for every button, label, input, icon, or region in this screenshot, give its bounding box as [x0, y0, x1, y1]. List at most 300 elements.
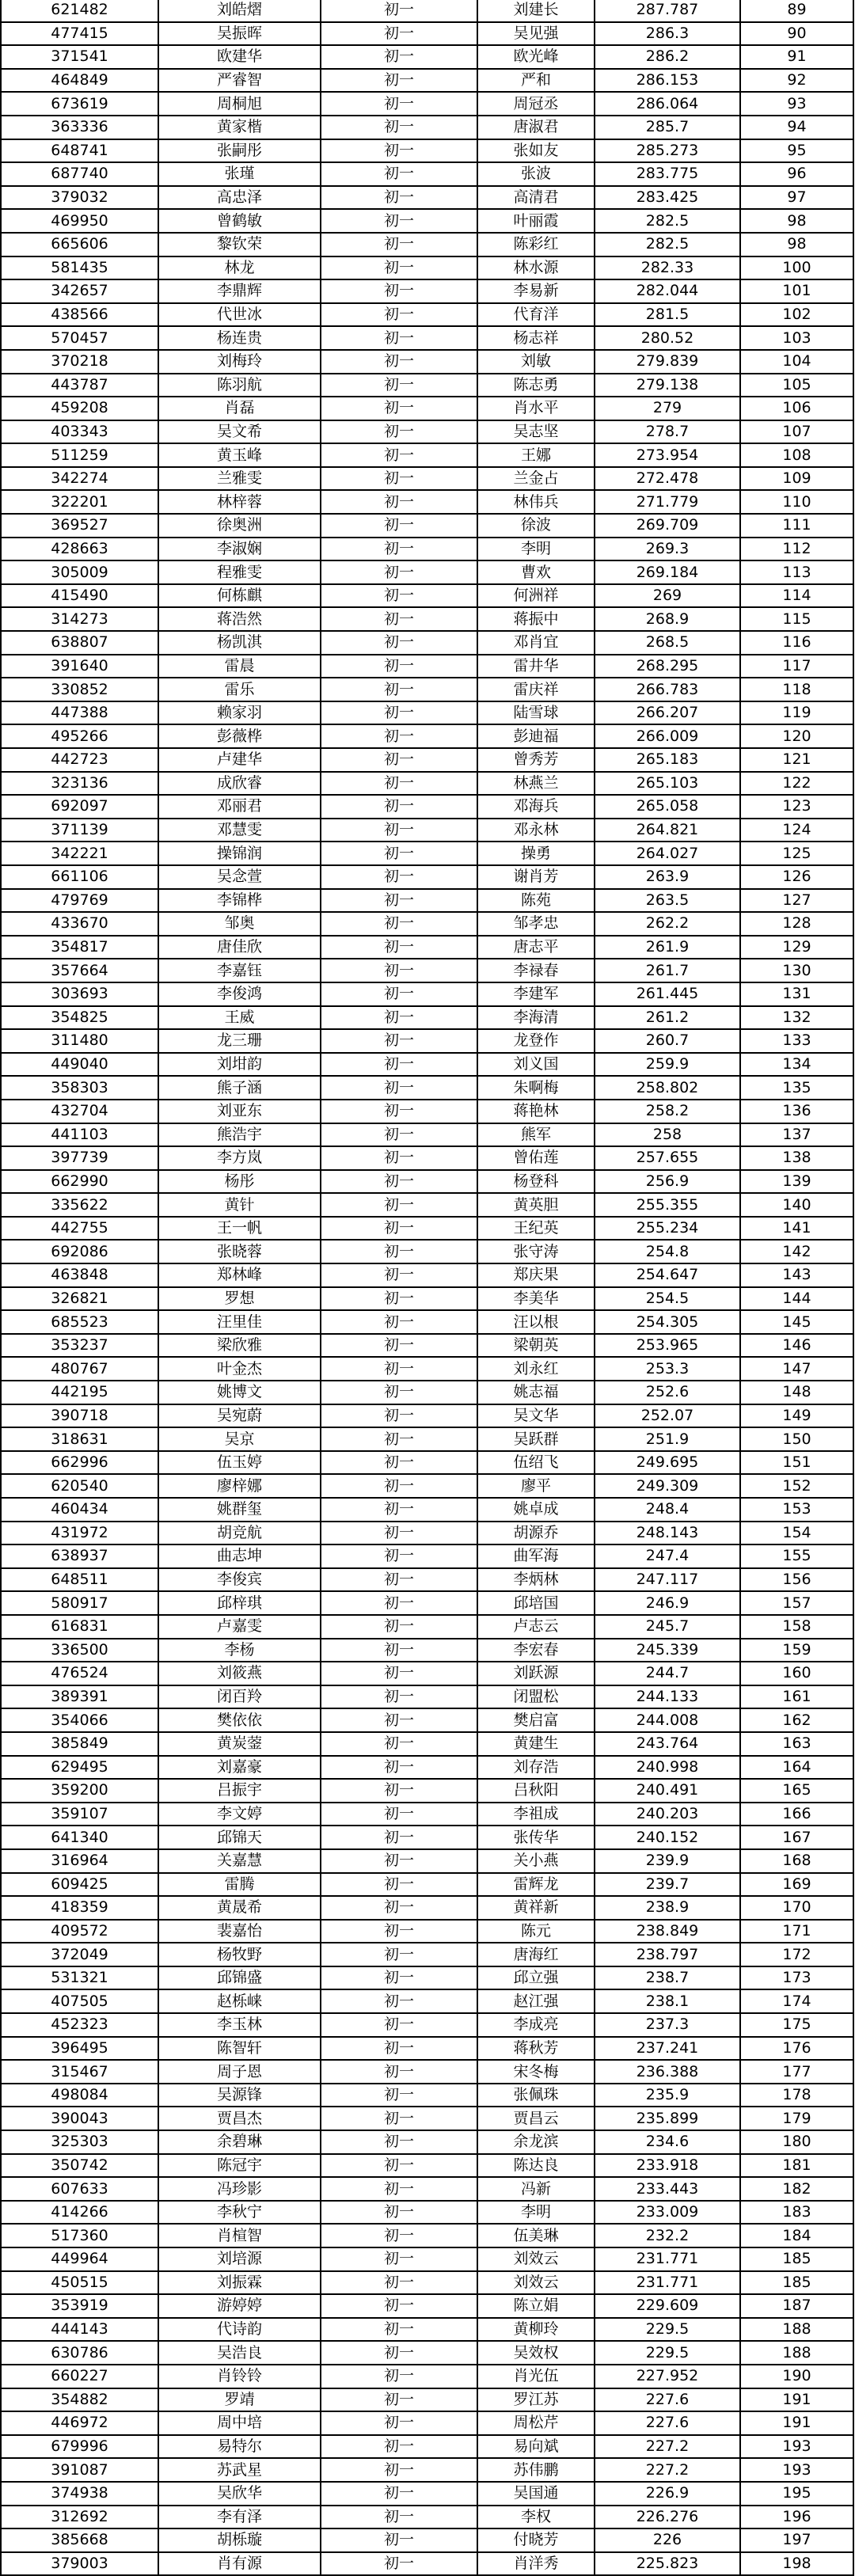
grade-cell: 初一 — [321, 1263, 477, 1287]
parent-name-cell: 唐淑君 — [477, 116, 595, 139]
table-row — [1, 795, 853, 819]
table-row — [1, 772, 853, 796]
rank-cell: 197 — [740, 2529, 853, 2552]
table-row — [1, 2529, 853, 2552]
grade-cell: 初一 — [321, 607, 477, 631]
student-name-cell: 吴欣华 — [158, 2482, 321, 2506]
rank-cell: 175 — [740, 2013, 853, 2037]
parent-name-cell: 张佩珠 — [477, 2084, 595, 2107]
parent-name-cell: 陈立娟 — [477, 2294, 595, 2318]
grade-cell: 初一 — [321, 1943, 477, 1966]
table-row — [1, 1568, 853, 1592]
rank-cell: 122 — [740, 772, 853, 796]
student-name-cell: 陈智轩 — [158, 2037, 321, 2061]
score-cell: 236.388 — [595, 2060, 740, 2084]
parent-name-cell: 邓永林 — [477, 819, 595, 842]
table-row — [1, 45, 853, 69]
score-cell: 233.009 — [595, 2201, 740, 2225]
grade-cell: 初一 — [321, 1756, 477, 1780]
parent-name-cell: 黄英胆 — [477, 1193, 595, 1217]
table-row — [1, 1615, 853, 1639]
student-name-cell: 周子恩 — [158, 2060, 321, 2084]
student-name-cell: 杨连贵 — [158, 326, 321, 350]
score-cell: 255.234 — [595, 1217, 740, 1241]
parent-name-cell: 蒋秋芳 — [477, 2037, 595, 2061]
table-row — [1, 1989, 853, 2013]
table-row — [1, 2037, 853, 2061]
parent-name-cell: 刘敏 — [477, 350, 595, 374]
rank-cell: 160 — [740, 1662, 853, 1685]
table-row — [1, 2506, 853, 2529]
table-row — [1, 2201, 853, 2225]
rank-cell: 132 — [740, 1006, 853, 1030]
student-id-cell: 517360 — [1, 2224, 158, 2247]
parent-name-cell: 张传华 — [477, 1826, 595, 1849]
rank-cell: 112 — [740, 538, 853, 561]
grade-cell: 初一 — [321, 1451, 477, 1475]
student-id-cell: 428663 — [1, 538, 158, 561]
table-row — [1, 2154, 853, 2178]
score-cell: 240.491 — [595, 1779, 740, 1803]
rank-cell: 116 — [740, 631, 853, 655]
grade-cell: 初一 — [321, 303, 477, 327]
student-id-cell: 354066 — [1, 1708, 158, 1732]
grade-cell: 初一 — [321, 2294, 477, 2318]
student-id-cell: 330852 — [1, 678, 158, 701]
grade-cell: 初一 — [321, 655, 477, 678]
score-cell: 285.7 — [595, 116, 740, 139]
score-cell: 240.152 — [595, 1826, 740, 1849]
student-name-cell: 何栋麒 — [158, 584, 321, 608]
student-id-cell: 662996 — [1, 1451, 158, 1475]
parent-name-cell: 关小燕 — [477, 1849, 595, 1873]
student-name-cell: 吴念萱 — [158, 865, 321, 889]
student-name-cell: 肖楦智 — [158, 2224, 321, 2247]
table-row — [1, 1522, 853, 1545]
grade-cell: 初一 — [321, 2318, 477, 2342]
table-row — [1, 865, 853, 889]
score-cell: 263.5 — [595, 889, 740, 913]
rank-cell: 179 — [740, 2107, 853, 2130]
rank-cell: 96 — [740, 162, 853, 186]
parent-name-cell: 吴跃群 — [477, 1427, 595, 1451]
table-row — [1, 139, 853, 163]
student-name-cell: 廖梓娜 — [158, 1474, 321, 1498]
student-id-cell: 342274 — [1, 467, 158, 491]
parent-name-cell: 姚卓成 — [477, 1498, 595, 1522]
parent-name-cell: 张守涛 — [477, 1240, 595, 1263]
table-row — [1, 842, 853, 865]
grade-cell: 初一 — [321, 1357, 477, 1381]
parent-name-cell: 唐志平 — [477, 936, 595, 959]
score-cell: 271.779 — [595, 490, 740, 514]
table-row — [1, 912, 853, 936]
grade-cell: 初一 — [321, 2013, 477, 2037]
parent-name-cell: 闭盟松 — [477, 1685, 595, 1709]
grade-cell: 初一 — [321, 1966, 477, 1990]
score-cell: 265.183 — [595, 748, 740, 772]
rank-cell: 118 — [740, 678, 853, 701]
parent-name-cell: 周冠丞 — [477, 92, 595, 116]
rank-cell: 113 — [740, 560, 853, 584]
score-cell: 266.783 — [595, 678, 740, 701]
parent-name-cell: 王娜 — [477, 443, 595, 467]
parent-name-cell: 严和 — [477, 69, 595, 93]
student-name-cell: 吴文希 — [158, 420, 321, 444]
grade-cell: 初一 — [321, 2458, 477, 2482]
parent-name-cell: 操勇 — [477, 842, 595, 865]
parent-name-cell: 李明 — [477, 538, 595, 561]
parent-name-cell: 蒋振中 — [477, 607, 595, 631]
parent-name-cell: 贾昌云 — [477, 2107, 595, 2130]
rank-cell: 193 — [740, 2435, 853, 2459]
table-row — [1, 724, 853, 748]
student-name-cell: 欧建华 — [158, 45, 321, 69]
score-cell: 251.9 — [595, 1427, 740, 1451]
score-cell: 227.952 — [595, 2365, 740, 2388]
student-id-cell: 469950 — [1, 209, 158, 233]
grade-cell: 初一 — [321, 1076, 477, 1100]
parent-name-cell: 吴国通 — [477, 2482, 595, 2506]
parent-name-cell: 樊启富 — [477, 1708, 595, 1732]
parent-name-cell: 陈志勇 — [477, 374, 595, 397]
grade-cell: 初一 — [321, 2177, 477, 2201]
student-name-cell: 邓丽君 — [158, 795, 321, 819]
grade-cell: 初一 — [321, 1920, 477, 1943]
student-id-cell: 479769 — [1, 889, 158, 913]
student-name-cell: 林龙 — [158, 256, 321, 280]
score-cell: 240.998 — [595, 1756, 740, 1780]
grade-cell: 初一 — [321, 1568, 477, 1592]
table-row — [1, 1544, 853, 1568]
parent-name-cell: 姚志福 — [477, 1381, 595, 1404]
student-name-cell: 李杨 — [158, 1639, 321, 1662]
grade-cell: 初一 — [321, 116, 477, 139]
table-row — [1, 748, 853, 772]
student-id-cell: 370218 — [1, 350, 158, 374]
score-cell: 283.775 — [595, 162, 740, 186]
rank-cell: 90 — [740, 22, 853, 46]
student-name-cell: 卢建华 — [158, 748, 321, 772]
score-cell: 243.764 — [595, 1732, 740, 1756]
rank-cell: 155 — [740, 1544, 853, 1568]
rank-cell: 134 — [740, 1053, 853, 1077]
table-row — [1, 2458, 853, 2482]
student-name-cell: 伍玉婷 — [158, 1451, 321, 1475]
student-id-cell: 476524 — [1, 1662, 158, 1685]
grade-cell: 初一 — [321, 584, 477, 608]
student-id-cell: 687740 — [1, 162, 158, 186]
grade-cell: 初一 — [321, 1591, 477, 1615]
student-name-cell: 杨牧野 — [158, 1943, 321, 1966]
score-cell: 238.849 — [595, 1920, 740, 1943]
grade-cell: 初一 — [321, 1708, 477, 1732]
table-row — [1, 1498, 853, 1522]
student-name-cell: 汪里佳 — [158, 1310, 321, 1334]
rank-cell: 171 — [740, 1920, 853, 1943]
student-id-cell: 418359 — [1, 1896, 158, 1920]
student-name-cell: 邹奥 — [158, 912, 321, 936]
rank-cell: 97 — [740, 186, 853, 210]
student-id-cell: 464849 — [1, 69, 158, 93]
score-cell: 282.5 — [595, 209, 740, 233]
grade-cell: 初一 — [321, 420, 477, 444]
grade-cell: 初一 — [321, 748, 477, 772]
score-cell: 249.695 — [595, 1451, 740, 1475]
student-name-cell: 黄家楷 — [158, 116, 321, 139]
student-id-cell: 480767 — [1, 1357, 158, 1381]
table-row — [1, 2435, 853, 2459]
parent-name-cell: 李宏春 — [477, 1639, 595, 1662]
rank-cell: 167 — [740, 1826, 853, 1849]
student-id-cell: 692097 — [1, 795, 158, 819]
student-id-cell: 371541 — [1, 45, 158, 69]
student-name-cell: 李嘉钰 — [158, 959, 321, 982]
table-row — [1, 1591, 853, 1615]
table-row — [1, 233, 853, 256]
parent-name-cell: 吴文华 — [477, 1404, 595, 1428]
grade-cell: 初一 — [321, 279, 477, 303]
parent-name-cell: 罗江苏 — [477, 2388, 595, 2412]
student-name-cell: 杨凯淇 — [158, 631, 321, 655]
grade-cell: 初一 — [321, 631, 477, 655]
rank-cell: 124 — [740, 819, 853, 842]
student-name-cell: 雷晨 — [158, 655, 321, 678]
rank-cell: 115 — [740, 607, 853, 631]
score-cell: 238.1 — [595, 1989, 740, 2013]
student-id-cell: 322201 — [1, 490, 158, 514]
rank-cell: 120 — [740, 724, 853, 748]
grade-cell: 初一 — [321, 186, 477, 210]
table-row — [1, 701, 853, 725]
parent-name-cell: 唐海红 — [477, 1943, 595, 1966]
rank-cell: 123 — [740, 795, 853, 819]
student-name-cell: 张嗣彤 — [158, 139, 321, 163]
student-id-cell: 673619 — [1, 92, 158, 116]
grade-cell: 初一 — [321, 2435, 477, 2459]
grade-cell: 初一 — [321, 1522, 477, 1545]
grade-cell: 初一 — [321, 1474, 477, 1498]
student-id-cell: 396495 — [1, 2037, 158, 2061]
parent-name-cell: 李明 — [477, 2201, 595, 2225]
table-row — [1, 2107, 853, 2130]
rank-cell: 106 — [740, 397, 853, 420]
rank-cell: 98 — [740, 209, 853, 233]
grade-cell: 初一 — [321, 1100, 477, 1123]
table-row — [1, 279, 853, 303]
grade-cell: 初一 — [321, 45, 477, 69]
table-row — [1, 584, 853, 608]
rank-cell: 130 — [740, 959, 853, 982]
parent-name-cell: 邓海兵 — [477, 795, 595, 819]
grade-cell: 初一 — [321, 92, 477, 116]
student-name-cell: 蒋浩然 — [158, 607, 321, 631]
student-id-cell: 442755 — [1, 1217, 158, 1241]
parent-name-cell: 刘跃源 — [477, 1662, 595, 1685]
rank-cell: 95 — [740, 139, 853, 163]
table-row — [1, 631, 853, 655]
table-row — [1, 1826, 853, 1849]
student-name-cell: 程雅雯 — [158, 560, 321, 584]
rank-cell: 188 — [740, 2341, 853, 2365]
parent-name-cell: 郑庆果 — [477, 1263, 595, 1287]
rank-cell: 193 — [740, 2458, 853, 2482]
score-cell: 227.6 — [595, 2411, 740, 2435]
score-cell: 238.797 — [595, 1943, 740, 1966]
student-id-cell: 648741 — [1, 139, 158, 163]
score-cell: 247.4 — [595, 1544, 740, 1568]
score-cell: 269 — [595, 584, 740, 608]
student-name-cell: 雷腾 — [158, 1873, 321, 1897]
student-id-cell: 665606 — [1, 233, 158, 256]
parent-name-cell: 朱啊梅 — [477, 1076, 595, 1100]
score-cell: 225.823 — [595, 2552, 740, 2576]
student-name-cell: 吴源锋 — [158, 2084, 321, 2107]
parent-name-cell: 李权 — [477, 2506, 595, 2529]
score-cell: 226 — [595, 2529, 740, 2552]
score-cell: 253.3 — [595, 1357, 740, 1381]
student-name-cell: 兰雅雯 — [158, 467, 321, 491]
rank-cell: 178 — [740, 2084, 853, 2107]
rank-cell: 146 — [740, 1334, 853, 1358]
score-cell: 257.655 — [595, 1146, 740, 1170]
rank-cell: 181 — [740, 2154, 853, 2178]
grade-cell: 初一 — [321, 795, 477, 819]
student-id-cell: 312692 — [1, 2506, 158, 2529]
student-name-cell: 成欣睿 — [158, 772, 321, 796]
grade-cell: 初一 — [321, 701, 477, 725]
rank-cell: 183 — [740, 2201, 853, 2225]
score-cell: 282.33 — [595, 256, 740, 280]
grade-cell: 初一 — [321, 1146, 477, 1170]
student-name-cell: 卢嘉雯 — [158, 1615, 321, 1639]
student-name-cell: 李方岚 — [158, 1146, 321, 1170]
student-id-cell: 403343 — [1, 420, 158, 444]
student-name-cell: 熊浩宇 — [158, 1123, 321, 1147]
parent-name-cell: 吴见强 — [477, 22, 595, 46]
parent-name-cell: 余龙滨 — [477, 2130, 595, 2154]
student-id-cell: 374938 — [1, 2482, 158, 2506]
score-cell: 231.771 — [595, 2271, 740, 2295]
table-row — [1, 2294, 853, 2318]
grade-cell: 初一 — [321, 959, 477, 982]
grade-cell: 初一 — [321, 1779, 477, 1803]
table-row — [1, 2388, 853, 2412]
grade-cell: 初一 — [321, 1685, 477, 1709]
grade-cell: 初一 — [321, 865, 477, 889]
grade-cell: 初一 — [321, 724, 477, 748]
grade-cell: 初一 — [321, 2130, 477, 2154]
student-id-cell: 354817 — [1, 936, 158, 959]
parent-name-cell: 雷井华 — [477, 655, 595, 678]
table-row — [1, 1873, 853, 1897]
score-cell: 286.064 — [595, 92, 740, 116]
rank-cell: 161 — [740, 1685, 853, 1709]
parent-name-cell: 宋冬梅 — [477, 2060, 595, 2084]
rank-cell: 191 — [740, 2411, 853, 2435]
parent-name-cell: 高清君 — [477, 186, 595, 210]
student-name-cell: 余碧琳 — [158, 2130, 321, 2154]
student-name-cell: 熊子涵 — [158, 1076, 321, 1100]
student-name-cell: 李锦桦 — [158, 889, 321, 913]
grade-cell: 初一 — [321, 936, 477, 959]
rank-cell: 100 — [740, 256, 853, 280]
rank-cell: 157 — [740, 1591, 853, 1615]
rank-cell: 135 — [740, 1076, 853, 1100]
table-row — [1, 2013, 853, 2037]
student-name-cell: 梁欣雅 — [158, 1334, 321, 1358]
student-id-cell: 446972 — [1, 2411, 158, 2435]
parent-name-cell: 李美华 — [477, 1287, 595, 1311]
score-cell: 286.153 — [595, 69, 740, 93]
student-name-cell: 曲志坤 — [158, 1544, 321, 1568]
score-cell: 248.4 — [595, 1498, 740, 1522]
score-cell: 269.3 — [595, 538, 740, 561]
rank-cell: 149 — [740, 1404, 853, 1428]
grade-cell: 初一 — [321, 1849, 477, 1873]
rank-cell: 172 — [740, 1943, 853, 1966]
table-row — [1, 326, 853, 350]
rank-cell: 103 — [740, 326, 853, 350]
student-name-cell: 肖磊 — [158, 397, 321, 420]
grade-cell: 初一 — [321, 374, 477, 397]
score-cell: 253.965 — [595, 1334, 740, 1358]
rank-cell: 119 — [740, 701, 853, 725]
student-id-cell: 359107 — [1, 1803, 158, 1826]
rank-cell: 93 — [740, 92, 853, 116]
parent-name-cell: 吕秋阳 — [477, 1779, 595, 1803]
grade-cell: 初一 — [321, 1006, 477, 1030]
grade-cell: 初一 — [321, 842, 477, 865]
student-name-cell: 李秋宁 — [158, 2201, 321, 2225]
student-id-cell: 449040 — [1, 1053, 158, 1077]
parent-name-cell: 付晓芳 — [477, 2529, 595, 2552]
table-row — [1, 1943, 853, 1966]
rank-cell: 144 — [740, 1287, 853, 1311]
table-row — [1, 2271, 853, 2295]
student-name-cell: 陈冠宇 — [158, 2154, 321, 2178]
grade-cell: 初一 — [321, 1240, 477, 1263]
rank-cell: 139 — [740, 1170, 853, 1194]
student-name-cell: 李俊鸿 — [158, 982, 321, 1006]
grade-cell: 初一 — [321, 467, 477, 491]
student-name-cell: 刘嘉豪 — [158, 1756, 321, 1780]
student-name-cell: 姚群玺 — [158, 1498, 321, 1522]
grade-cell: 初一 — [321, 233, 477, 256]
student-id-cell: 477415 — [1, 22, 158, 46]
table-row — [1, 959, 853, 982]
grade-cell: 初一 — [321, 1381, 477, 1404]
parent-name-cell: 吴志坚 — [477, 420, 595, 444]
student-id-cell: 641340 — [1, 1826, 158, 1849]
parent-name-cell: 龙登作 — [477, 1029, 595, 1053]
table-row — [1, 1100, 853, 1123]
parent-name-cell: 陆雪球 — [477, 701, 595, 725]
parent-name-cell: 王纪英 — [477, 1217, 595, 1241]
grade-cell: 初一 — [321, 1310, 477, 1334]
parent-name-cell: 刘建长 — [477, 0, 595, 22]
parent-name-cell: 李祖成 — [477, 1803, 595, 1826]
grade-cell: 初一 — [321, 1732, 477, 1756]
table-row — [1, 162, 853, 186]
grade-cell: 初一 — [321, 560, 477, 584]
table-row — [1, 1240, 853, 1263]
student-name-cell: 彭薇桦 — [158, 724, 321, 748]
rank-cell: 117 — [740, 655, 853, 678]
table-row — [1, 256, 853, 280]
table-row — [1, 1474, 853, 1498]
student-id-cell: 385668 — [1, 2529, 158, 2552]
